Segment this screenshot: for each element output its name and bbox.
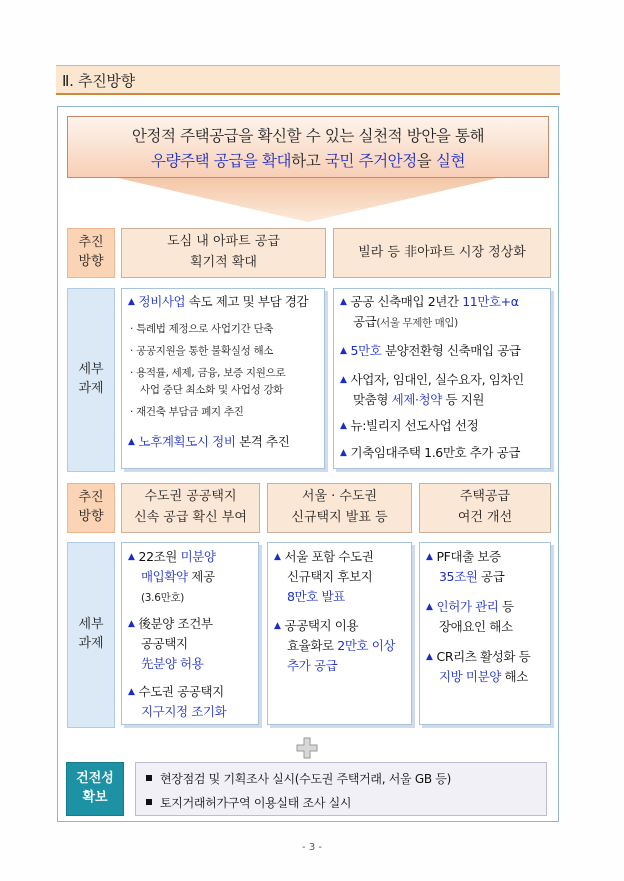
- task-item-cont: [353, 390, 484, 410]
- task-item-cont: 8만호 발표: [287, 589, 345, 604]
- task-text: 등 지원: [441, 392, 485, 407]
- task-box-new-land: [267, 542, 412, 725]
- task-item: [128, 547, 216, 567]
- task-item-cont: 신규택지 후보지: [287, 569, 373, 584]
- triangle-bullet-icon: ▲: [340, 448, 347, 458]
- task-box-conditions: [419, 542, 551, 725]
- triangle-bullet-icon: ▲: [128, 687, 135, 697]
- task-item: [128, 292, 308, 312]
- direction-conditions-line2: 여건 개선: [457, 510, 513, 525]
- task-text: 해소: [500, 669, 528, 684]
- label-security: [66, 762, 124, 816]
- security-item: [146, 794, 351, 811]
- task-item: [274, 616, 358, 636]
- task-text: 제공: [187, 569, 215, 584]
- task-box-apartment: [121, 288, 325, 469]
- triangle-bullet-icon: ▲: [340, 375, 347, 385]
- direction-non-apartment: [333, 228, 551, 278]
- triangle-bullet-icon: ▲: [426, 552, 433, 562]
- triangle-bullet-icon: ▲: [128, 552, 135, 562]
- security-items-box: [135, 762, 547, 816]
- task-text: (서울 무제한 매입): [376, 317, 458, 329]
- label-direction-2: [67, 483, 115, 533]
- label-direction-text: 추진 방향: [78, 490, 104, 524]
- task-subitem-cont: 사업 중단 최소화 및 사업성 강화: [140, 384, 284, 396]
- security-text: 현장점검 및 기획조사 실시(수도권 주택거래, 서울 GB 등): [160, 772, 451, 786]
- triangle-bullet-icon: ▲: [274, 552, 281, 562]
- task-text: 뉴:빌리지 선도사업 선정: [350, 418, 479, 433]
- task-note: (3.6만호): [141, 592, 185, 604]
- label-security-text: 건전성 확보: [76, 771, 114, 805]
- direction-public-land-line2: 신속 공급 확신 부여: [134, 510, 247, 525]
- task-item: [426, 547, 501, 567]
- task-item-cont: 先분양 허용: [141, 656, 204, 671]
- down-arrow-triangle: [118, 178, 498, 222]
- task-text: 정비사업: [138, 294, 186, 309]
- banner-text-plain: 을: [416, 152, 436, 170]
- task-item: [128, 682, 224, 702]
- task-text: 등: [498, 599, 514, 614]
- task-item-cont: 장애요인 해소: [439, 619, 513, 634]
- task-text: 공공택지 이용: [284, 618, 359, 633]
- task-text: 공공 신축매입 2년간: [350, 294, 463, 309]
- task-item: [128, 614, 213, 634]
- direction-apartment-line2: 획기적 확대: [190, 255, 257, 270]
- triangle-bullet-icon: ▲: [426, 602, 433, 612]
- triangle-bullet-icon: ▲: [340, 421, 347, 431]
- task-text: 後분양 조건부: [138, 616, 213, 631]
- task-text: 11만호+α: [462, 294, 519, 309]
- task-text: 수도권 공공택지: [138, 684, 224, 699]
- task-item: [340, 292, 519, 312]
- task-subitem: · 특례법 제정으로 사업기간 단축: [130, 323, 274, 335]
- task-item-cont: [141, 567, 215, 587]
- direction-non-apartment-text: 빌라 등 非아파트 시장 정상화: [358, 244, 526, 260]
- label-tasks-2: [67, 542, 115, 728]
- label-tasks-text: 세부 과제: [78, 362, 104, 396]
- task-text: 사업자, 임대인, 실수요자, 임차인: [350, 372, 524, 387]
- square-bullet-icon: [146, 799, 152, 805]
- label-tasks-text: 세부 과제: [78, 617, 104, 651]
- task-item-cont: [439, 667, 528, 687]
- direction-public-land: [121, 483, 260, 533]
- task-text: 등: [515, 649, 531, 664]
- plus-icon: [296, 737, 318, 759]
- task-text: 본격 추진: [235, 434, 290, 449]
- triangle-bullet-icon: ▲: [128, 437, 135, 447]
- direction-apartment-line1: 도심 내 아파트 공급: [167, 234, 280, 250]
- task-item-cont: 추가 공급: [287, 658, 338, 673]
- task-text: 매입확약: [141, 569, 188, 584]
- task-text: 공급: [477, 569, 505, 584]
- banner-text-supply: 우량주택 공급을 확대: [150, 152, 292, 170]
- task-text: PF대출 보증: [436, 549, 501, 564]
- task-subitem: · 공공지원을 통한 불확실성 해소: [130, 345, 274, 357]
- task-text: 35조원: [439, 569, 478, 584]
- task-item-cont: [287, 636, 395, 656]
- banner-line-1: 안정적 주택공급을 확신할 수 있는 실천적 방안을 통해: [131, 127, 485, 145]
- banner-text-realize: 실현: [435, 152, 466, 170]
- task-text: 세제·청약: [391, 392, 442, 407]
- task-item-cont: [439, 567, 504, 587]
- task-text: 2만호 이상: [337, 638, 396, 653]
- task-item: [426, 647, 530, 667]
- task-text: 미분양: [180, 549, 216, 564]
- direction-conditions: [419, 483, 551, 533]
- label-direction-text: 추진 방향: [78, 235, 104, 269]
- task-text: 노후계획도시 정비: [138, 434, 236, 449]
- vision-banner: [67, 116, 549, 178]
- task-text: 기축임대주택 1.6만호 추가 공급: [350, 445, 521, 460]
- label-direction-1: [67, 228, 115, 278]
- task-text: 속도 제고 및 부담 경감: [185, 294, 309, 309]
- banner-text-plain: 하고: [291, 152, 325, 170]
- task-text: 공급: [353, 314, 377, 329]
- page-number: - 3 -: [302, 842, 322, 853]
- task-box-non-apartment: [333, 288, 551, 469]
- triangle-bullet-icon: ▲: [128, 619, 135, 629]
- task-item: [340, 416, 478, 436]
- task-item-cont: 지구지정 조기화: [141, 704, 227, 719]
- direction-new-land-line2: 신규택지 발표 등: [291, 510, 388, 525]
- task-text: 5만호: [350, 343, 382, 358]
- direction-conditions-line1: 주택공급: [459, 489, 511, 505]
- task-text: 지방 미분양: [439, 669, 501, 684]
- section-title: Ⅱ. 추진방향: [62, 72, 135, 90]
- task-text: 분양전환형 신축매입 공급: [381, 343, 521, 358]
- task-item: [426, 597, 514, 617]
- task-text: CR리츠 활성화: [436, 649, 516, 664]
- banner-line-2: [68, 149, 548, 171]
- task-item-cont: 공공택지: [141, 636, 188, 651]
- task-subitem: · 용적률, 세제, 금융, 보증 지원으로: [130, 367, 286, 379]
- task-item: [340, 370, 524, 390]
- task-text: 22조원: [138, 549, 181, 564]
- task-subitem: · 재건축 부담금 폐지 추진: [130, 406, 244, 418]
- triangle-bullet-icon: ▲: [274, 621, 281, 631]
- direction-apartment: [121, 228, 326, 278]
- triangle-bullet-icon: ▲: [426, 652, 433, 662]
- square-bullet-icon: [146, 775, 152, 781]
- security-text: 토지거래허가구역 이용실태 조사 실시: [160, 796, 352, 810]
- task-item-cont: [353, 312, 458, 332]
- label-tasks-1: [67, 288, 115, 472]
- banner-text-stability: 국민 주거안정: [324, 152, 417, 170]
- task-item: [340, 341, 521, 361]
- direction-public-land-line1: 수도권 공공택지: [144, 489, 237, 505]
- triangle-bullet-icon: ▲: [340, 297, 347, 307]
- triangle-bullet-icon: ▲: [340, 346, 347, 356]
- task-item: [340, 443, 520, 463]
- task-text: 인허가 관리: [436, 599, 499, 614]
- direction-new-land: [267, 483, 412, 533]
- security-item: [146, 770, 451, 787]
- triangle-bullet-icon: ▲: [128, 297, 135, 307]
- direction-new-land-line1: 서울 · 수도권: [301, 489, 378, 505]
- task-item: [128, 432, 289, 452]
- task-item: [274, 547, 373, 567]
- task-text: 서울 포함 수도권: [284, 549, 374, 564]
- task-text: 효율화로: [287, 638, 338, 653]
- task-text: 맞춤형: [353, 392, 392, 407]
- task-box-public-land: [121, 542, 259, 725]
